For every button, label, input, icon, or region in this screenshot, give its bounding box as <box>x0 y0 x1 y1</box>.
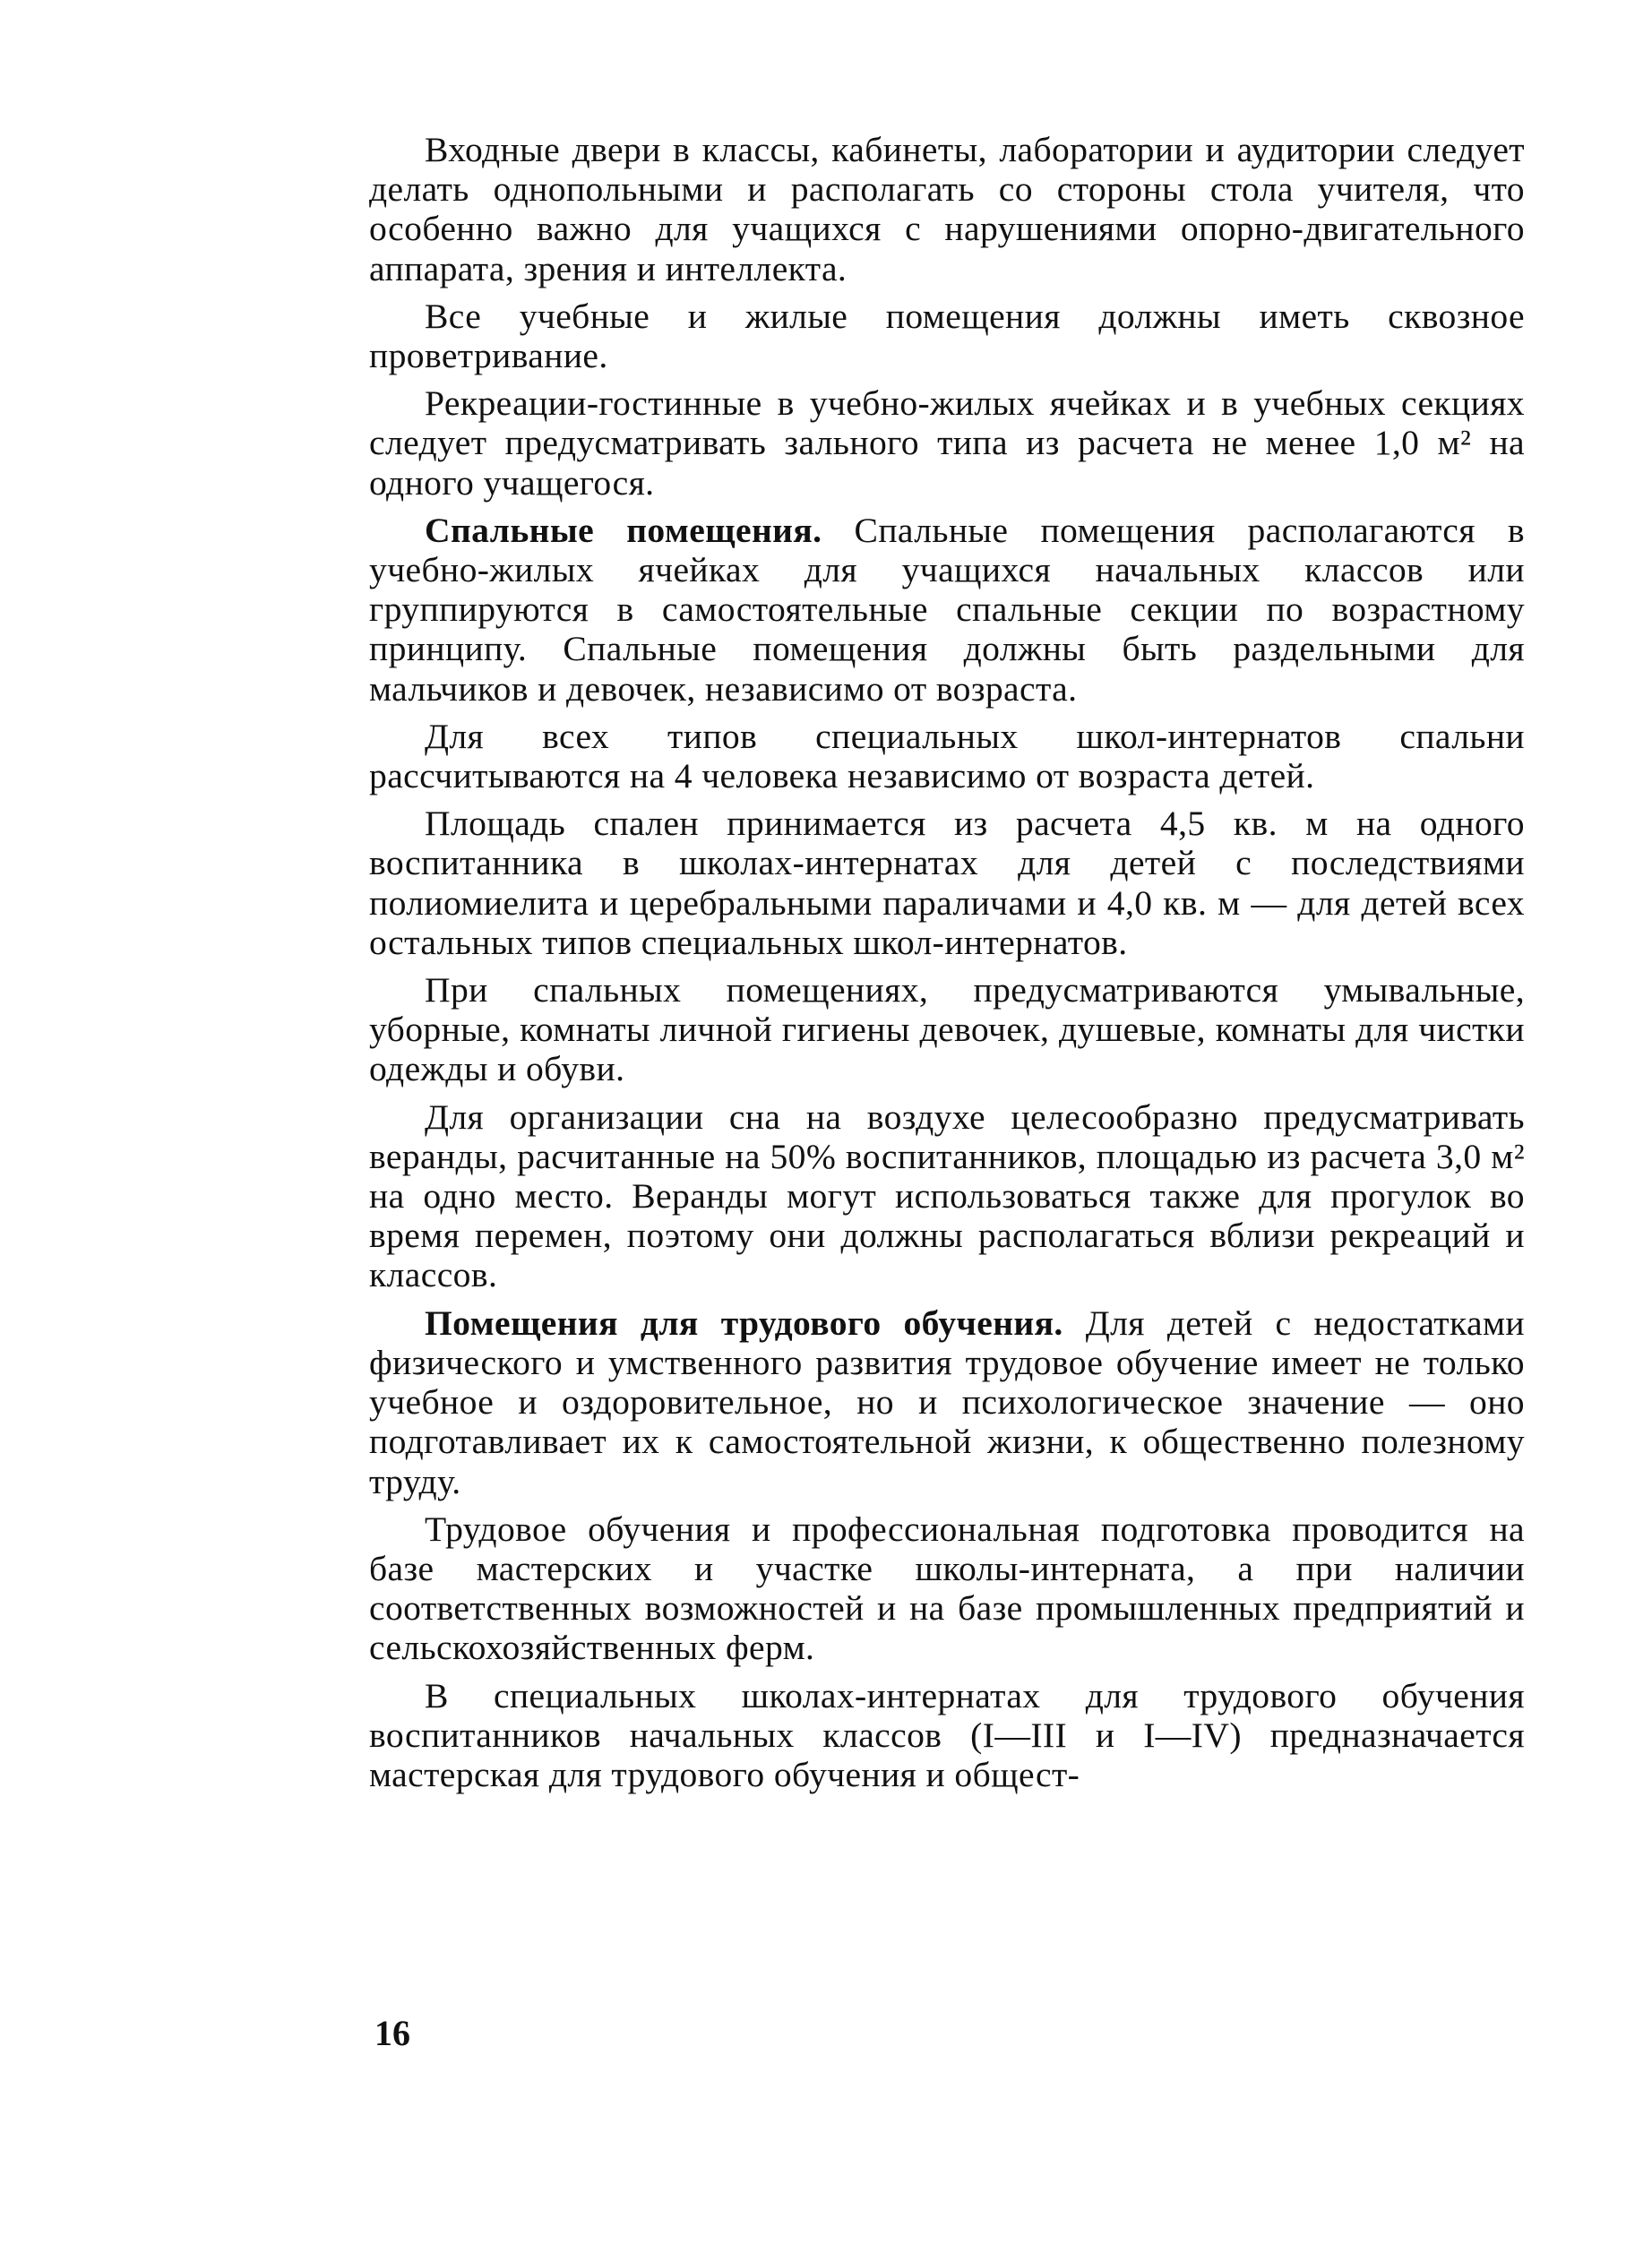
paragraph-4 <box>369 511 1525 709</box>
paragraph-11-text: В специальных школах-интернатах для трудового обучения воспитанников начальных классов (I—III и I—IV) предназначается мастерская для трудового обучения и общест- <box>369 1675 1525 1794</box>
paragraph-6 <box>369 804 1525 962</box>
paragraph-7 <box>369 970 1525 1089</box>
paragraph-9-text: Для детей с недостатками физического и умственного развития трудовое обучение имеет не только учебное и оздоровительное, но и психологическое значение — оно подготавливает их к самостоятельной жизни, к общественно полезному труду. <box>369 1303 1525 1501</box>
paragraph-3-text: Рекреации-гостинные в учебно-жилых ячейках и в учебных секциях следует предусматривать зального типа из расчета не менее 1,0 м² на одного учащегося. <box>369 383 1525 503</box>
paragraph-8-text: Для организации сна на воздухе целесообразно предусматривать веранды, расчитанные на 50% воспитанников, площадью из расчета 3,0 м² на одно место. Веранды могут использоваться также для прогулок во время перемен, поэтому они должны располагаться вблизи рекреаций и классов. <box>369 1096 1525 1295</box>
paragraph-5 <box>369 717 1525 795</box>
paragraph-8 <box>369 1097 1525 1295</box>
paragraph-3 <box>369 383 1525 503</box>
paragraph-4-text: Спальные помещения располагаются в учебно-жилых ячейках для учащихся начальных классов или группируются в самостоятельные спальные секции по возрастному принципу. Спальные помещения должны быть раздельными для мальчиков и девочек, независимо от возраста. <box>369 510 1526 709</box>
paragraph-10-text: Трудовое обучения и профессиональная подготовка проводится на базе мастерских и участке школы-интерната, а при наличии соответственных возможностей и на базе промышленных предприятий и сельскохозяйственных ферм. <box>369 1509 1525 1668</box>
paragraph-7-text: При спальных помещениях, предусматриваются умывальные, уборные, комнаты личной гигиены девочек, душевые, комнаты для чистки одежды и обуви. <box>369 970 1525 1089</box>
paragraph-1-text: Входные двери в классы, кабинеты, лаборатории и аудитории следует делать однопольными и располагать со стороны стола учителя, что особенно важно для учащихся с нарушениями опорно-двигательного аппарата, зрения и интеллекта. <box>369 130 1525 288</box>
paragraph-1 <box>369 130 1525 288</box>
paragraph-11 <box>369 1676 1525 1795</box>
body-text <box>369 130 1525 1802</box>
paragraph-2 <box>369 297 1525 375</box>
section-heading-labor-training: Помещения для трудового обучения. <box>425 1303 1063 1343</box>
paragraph-5-text: Для всех типов специальных школ-интернатов спальни рассчитываются на 4 человека независимо от возраста детей. <box>369 716 1525 796</box>
paragraph-9 <box>369 1303 1525 1501</box>
paragraph-10 <box>369 1509 1525 1668</box>
section-heading-sleeping-rooms: Спальные помещения. <box>425 510 822 550</box>
paragraph-6-text: Площадь спален принимается из расчета 4,5 кв. м на одного воспитанника в школах-интернатах для детей с последствиями полиомиелита и церебральными параличами и 4,0 кв. м — для детей всех остальных типов специальных школ-интернатов. <box>369 804 1525 962</box>
page-number: 16 <box>374 2013 410 2053</box>
paragraph-2-text: Все учебные и жилые помещения должны иметь сквозное проветривание. <box>369 296 1525 376</box>
